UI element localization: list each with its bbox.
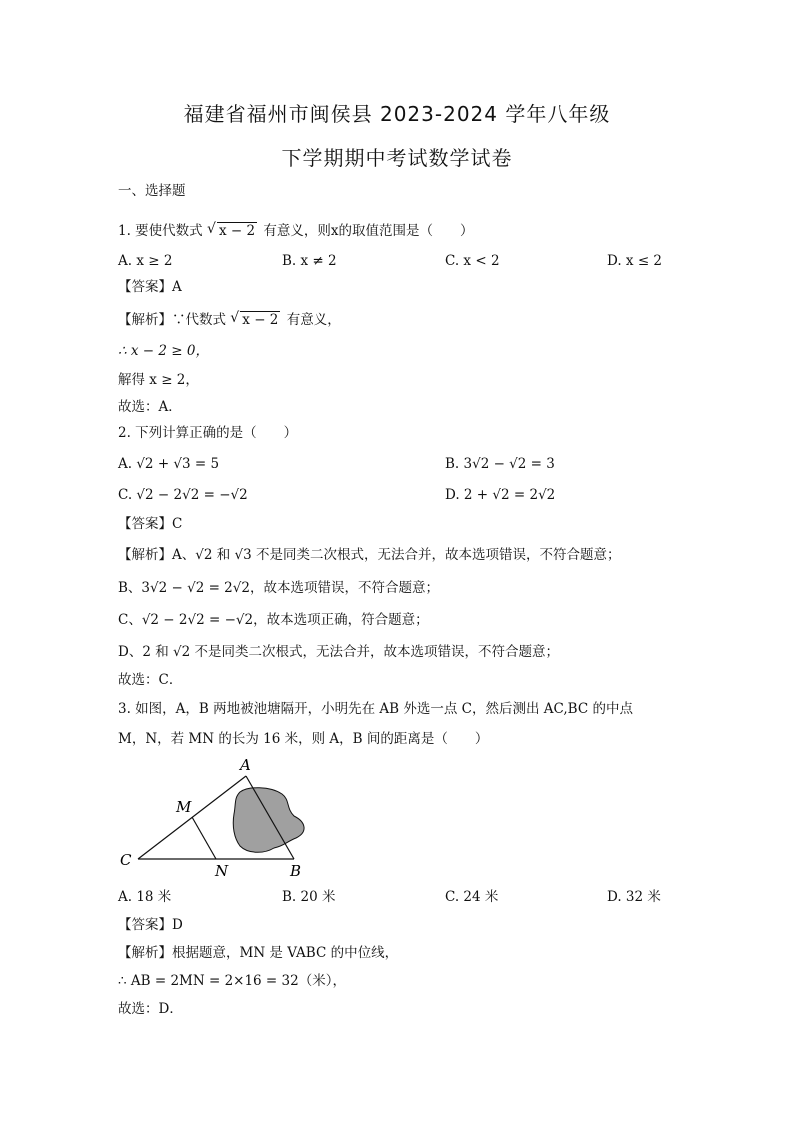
q2-analysis-c: C、√2 − 2√2 = −√2，故本选项正确，符合题意；	[118, 612, 429, 628]
q3-option-b: B. 20 米	[282, 889, 336, 905]
q2-conclusion: 故选：C．	[118, 672, 183, 688]
q1-stem	[118, 222, 474, 240]
q1-conclusion: 故选：A．	[118, 399, 182, 415]
q3-stem-2: M，N，若 MN 的长为 16 米，则 A，B 间的距离是（ ）	[118, 731, 489, 747]
section-heading: 一、选择题	[118, 183, 186, 199]
q2-analysis-d: D、2 和 √2 不是同类二次根式，无法合并，故本选项错误，不符合题意；	[118, 644, 559, 660]
label-B: B	[290, 862, 302, 880]
title-line-1: 福建省福州市闽侯县 2023-2024 学年八年级	[183, 102, 611, 126]
q1-analysis-b: 有意义，	[286, 312, 341, 328]
q1-radical	[207, 222, 257, 240]
q2-analysis-a: 【解析】A、√2 和 √3 不是同类二次根式，无法合并，故本选项错误，不符合题意；	[118, 547, 621, 563]
q2-answer: 【答案】C	[118, 516, 183, 532]
q2-option-a: A. √2 + √3 = 5	[118, 456, 220, 472]
q3-stem-1: 3. 如图，A，B 两地被池塘隔开，小明先在 AB 外选一点 C，然后测出 AC,BC 的中点	[118, 701, 633, 717]
label-A: A	[240, 756, 251, 774]
q3-option-a: A. 18 米	[118, 889, 172, 905]
pond-shape	[233, 788, 304, 853]
q1-stem-b: 有意义，则x的取值范围是（ ）	[263, 223, 474, 239]
q2-option-c: C. √2 − 2√2 = −√2	[118, 487, 248, 503]
q1-radicand: x − 2	[218, 223, 256, 239]
q1-answer: 【答案】A	[118, 279, 182, 295]
q1-step-2: 解得 x ≥ 2，	[118, 372, 199, 388]
label-N: N	[215, 862, 229, 880]
q3-answer: 【答案】D	[118, 917, 183, 933]
label-C: C	[120, 851, 132, 869]
q2-option-d: D. 2 + √2 = 2√2	[445, 487, 556, 503]
q3-triangle-figure	[114, 752, 314, 882]
q1-option-a: A. x ≥ 2	[118, 253, 173, 269]
q1-analysis-radical	[230, 311, 280, 329]
q2-analysis-b: B、3√2 − √2 = 2√2，故本选项错误，不符合题意；	[118, 580, 439, 596]
q1-option-c: C. x < 2	[445, 253, 500, 269]
q1-analysis	[118, 311, 341, 329]
q3-analysis-b: ∴ AB = 2MN = 2×16 = 32（米），	[118, 973, 346, 989]
q2-stem: 2. 下列计算正确的是（ ）	[118, 425, 298, 441]
q3-analysis-a: 【解析】根据题意，MN 是 VABC 的中位线，	[118, 945, 399, 961]
q1-option-d: D. x ≤ 2	[607, 253, 663, 269]
q1-analysis-a: 【解析】∵代数式	[118, 312, 226, 328]
q3-option-c: C. 24 米	[445, 889, 499, 905]
q1-step-1: ∴ x − 2 ≥ 0，	[118, 343, 209, 359]
q2-option-b: B. 3√2 − √2 = 3	[445, 456, 555, 472]
q3-option-d: D. 32 米	[607, 889, 661, 905]
q1-option-b: B. x ≠ 2	[282, 253, 337, 269]
label-M: M	[176, 798, 192, 816]
q3-conclusion: 故选：D．	[118, 1001, 183, 1017]
segment-MN	[192, 817, 216, 859]
q1-analysis-radicand: x − 2	[242, 312, 279, 328]
q1-stem-a: 1. 要使代数式	[118, 223, 203, 239]
title-line-2: 下学期期中考试数学试卷	[281, 146, 513, 170]
